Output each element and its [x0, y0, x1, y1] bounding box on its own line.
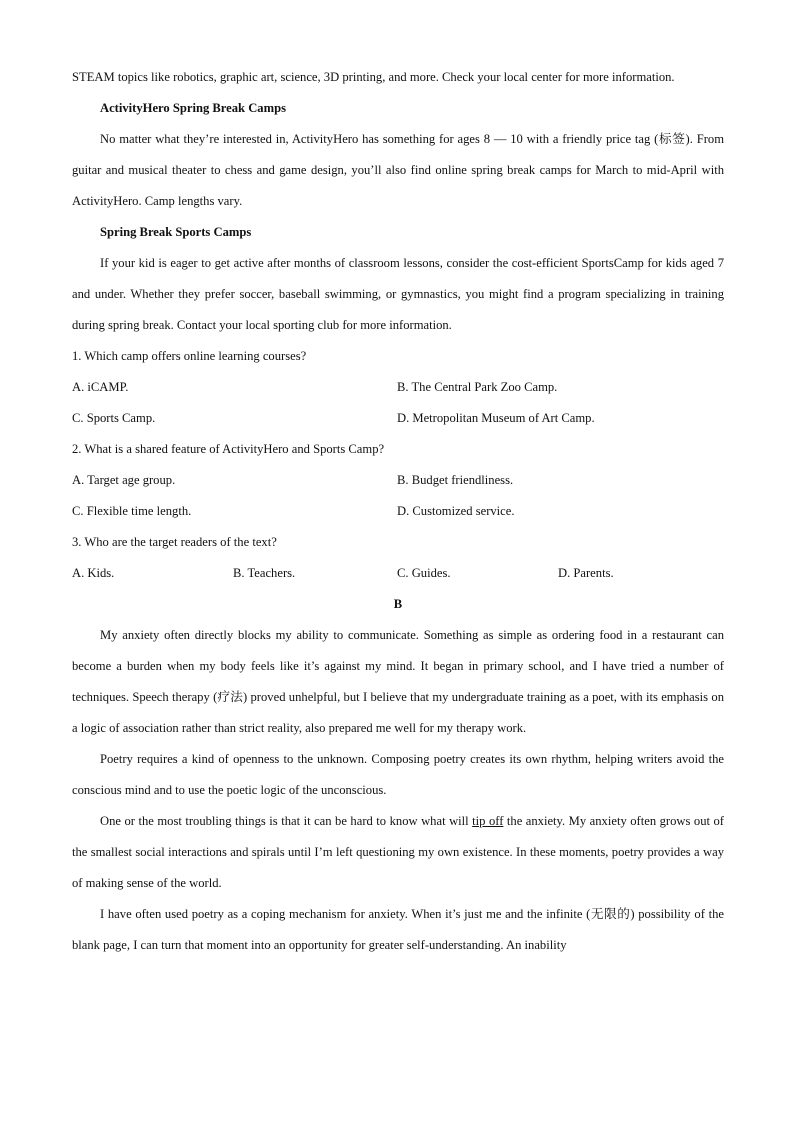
passage-b-paragraph-4: I have often used poetry as a coping mechanism for anxiety. When it’s just me and the infinite (无限的) possibility of the blank page, I can turn that moment into an opportunity for greater self-understanding. An inability	[72, 907, 724, 952]
heading-sports-camps: Spring Break Sports Camps	[100, 225, 252, 239]
document-page	[72, 62, 724, 961]
question-1-options-row-2	[72, 403, 724, 434]
question-3-option-a: A. Kids.	[72, 566, 115, 580]
passage-b-paragraph-1: My anxiety often directly blocks my ability to communicate. Something as simple as ordering food in a restaurant can become a burden when my body feels like it’s against my mind. It began in primary school, and I have tried a number of techniques. Speech therapy (疗法) proved unhelpful, but I believe that my undergraduate training as a poet, with its emphasis on a logic of association rather than strict reality, also prepared me well for my therapy work.	[72, 628, 724, 735]
heading-activityhero: ActivityHero Spring Break Camps	[100, 101, 286, 115]
passage-b-paragraph-3	[72, 806, 724, 899]
passage-b-paragraph-3-part-2: the anxiety. My anxiety often grows out of the smallest social interactions and spirals until I’m left questioning my own existence. In these moments, poetry provides a way of making sense of the world.	[72, 814, 724, 890]
question-1-option-d: D. Metropolitan Museum of Art Camp.	[397, 411, 595, 425]
question-1-option-b: B. The Central Park Zoo Camp.	[397, 380, 558, 394]
question-2-option-c: C. Flexible time length.	[72, 504, 192, 518]
question-3-stem: 3. Who are the target readers of the text?	[72, 535, 277, 549]
passage-a-paragraph-steam: STEAM topics like robotics, graphic art, science, 3D printing, and more. Check your local center for more information.	[72, 70, 675, 84]
passage-b-paragraph-2: Poetry requires a kind of openness to the unknown. Composing poetry creates its own rhythm, helping writers avoid the conscious mind and to use the poetic logic of the unconscious.	[72, 752, 724, 797]
passage-b-label: B	[393, 597, 403, 611]
question-2-option-a: A. Target age group.	[72, 473, 176, 487]
question-1-stem: 1. Which camp offers online learning courses?	[72, 349, 307, 363]
passage-a-paragraph-activityhero: No matter what they’re interested in, ActivityHero has something for ages 8 — 10 with a friendly price tag (标签). From guitar and musical theater to chess and game design, you’ll also find online spring break camps for March to mid-April with ActivityHero. Camp lengths vary.	[72, 132, 724, 208]
question-2-stem: 2. What is a shared feature of ActivityHero and Sports Camp?	[72, 442, 385, 456]
underlined-phrase-tip-off: tip off	[472, 814, 504, 828]
question-3-option-b: B. Teachers.	[233, 566, 296, 580]
question-3-options-row	[72, 558, 724, 589]
question-1-options-row-1	[72, 372, 724, 403]
passage-a-paragraph-sports: If your kid is eager to get active after months of classroom lessons, consider the cost-efficient SportsCamp for kids aged 7 and under. Whether they prefer soccer, baseball swimming, or gymnastics, you might find a program specializing in training during spring break. Contact your local sporting club for more information.	[72, 256, 724, 332]
question-3-option-c: C. Guides.	[397, 566, 451, 580]
passage-b-paragraph-3-part-1: One or the most troubling things is that it can be hard to know what will	[100, 814, 473, 828]
question-2-options-row-1	[72, 465, 724, 496]
question-3-option-d: D. Parents.	[558, 566, 614, 580]
question-2-option-b: B. Budget friendliness.	[397, 473, 514, 487]
question-1-option-a: A. iCAMP.	[72, 380, 129, 394]
question-2-options-row-2	[72, 496, 724, 527]
question-2-option-d: D. Customized service.	[397, 504, 515, 518]
question-1-option-c: C. Sports Camp.	[72, 411, 156, 425]
